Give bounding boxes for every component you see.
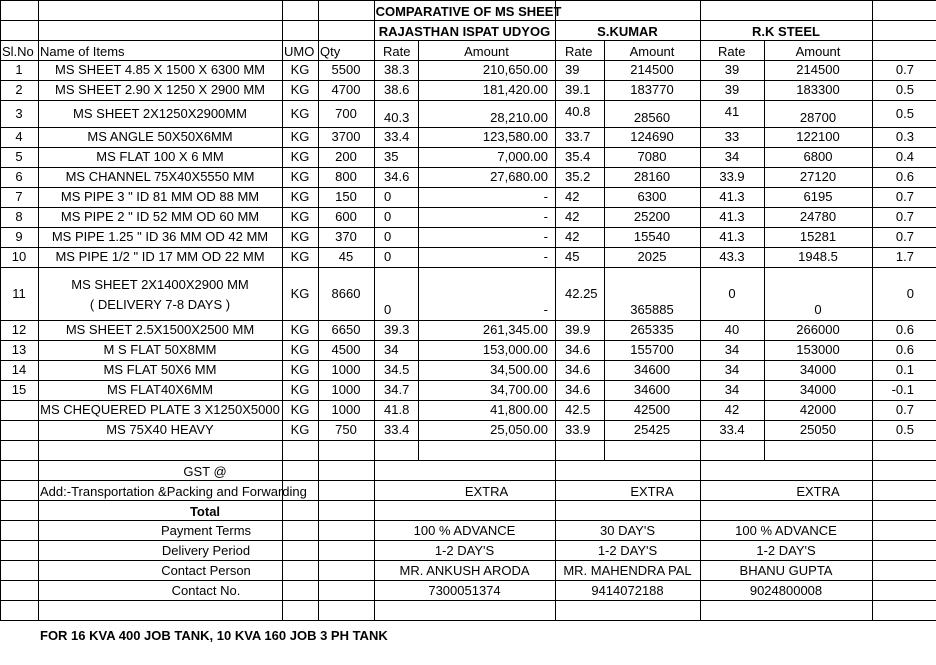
row-amount-1: - [543, 302, 548, 317]
row-rate-2: 34.6 [565, 362, 591, 377]
header-rate-3: Rate [718, 44, 746, 59]
row-item-name: MS FLAT40X6MM [107, 382, 213, 397]
row-rate-1: 0 [384, 209, 392, 224]
row-diff: 0.7 [895, 229, 914, 244]
row-item-name: MS FLAT 50X6 MM [103, 362, 217, 377]
row-umo: KG [290, 362, 310, 377]
sheet-title: COMPARATIVE OF MS SHEET [375, 4, 562, 19]
row-rate-2: 35.2 [565, 169, 591, 184]
grid-hline [0, 0, 936, 1]
row-qty: 4500 [331, 342, 361, 357]
row-amount-1: 34,700.00 [490, 382, 548, 397]
terms-label: Delivery Period [161, 543, 251, 558]
row-rate-3: 41.3 [719, 189, 745, 204]
header-name: Name of Items [40, 44, 125, 59]
grid-vline [872, 0, 873, 620]
row-item-name: MS PIPE 1/2 " ID 17 MM OD 22 MM [55, 249, 265, 264]
row-diff: 0.6 [895, 342, 914, 357]
grid-hline [0, 267, 936, 268]
row-amount-3: 214500 [796, 62, 840, 77]
grid-hline [0, 40, 936, 41]
header-rate-2: Rate [565, 44, 593, 59]
row-rate-3: 34 [724, 382, 740, 397]
row-item-name: MS SHEET 2X1250X2900MM [73, 106, 247, 121]
row-slno: 3 [15, 106, 23, 121]
row-umo: KG [290, 209, 310, 224]
grid-hline [0, 247, 936, 248]
row-amount-2: 34600 [633, 362, 671, 377]
row-amount-2: 42500 [633, 402, 671, 417]
row-diff: 0.3 [895, 129, 914, 144]
row-slno: 5 [15, 149, 23, 164]
terms-value-1: 1-2 DAY'S [434, 543, 495, 558]
terms-value-3: 9024800008 [749, 583, 823, 598]
row-umo: KG [290, 169, 310, 184]
grid-hline [0, 167, 936, 168]
row-qty: 45 [338, 249, 354, 264]
row-amount-2: 15540 [633, 229, 671, 244]
row-item-name: MS PIPE 2 " ID 52 MM OD 60 MM [60, 209, 260, 224]
row-slno: 14 [11, 362, 27, 377]
row-rate-2: 40.8 [565, 104, 591, 119]
row-slno: 4 [15, 129, 23, 144]
row-amount-1: 123,580.00 [482, 129, 548, 144]
row-amount-3: 0 [814, 302, 822, 317]
grid-hline [0, 20, 936, 21]
row-diff: 0.4 [895, 149, 914, 164]
row-qty: 200 [335, 149, 357, 164]
grid-hline [0, 380, 936, 381]
row-amount-2: 124690 [630, 129, 674, 144]
row-amount-1: 7,000.00 [497, 149, 548, 164]
row-slno: 10 [11, 249, 27, 264]
footer-note: FOR 16 KVA 400 JOB TANK, 10 KVA 160 JOB 3 PH TANK [40, 628, 388, 643]
transport-value-2: EXTRA [630, 484, 674, 499]
row-amount-3: 34000 [799, 362, 837, 377]
row-rate-3: 33.4 [719, 422, 745, 437]
terms-value-3: BHANU GUPTA [739, 563, 833, 578]
row-amount-2: 6300 [637, 189, 667, 204]
row-qty: 1000 [331, 402, 361, 417]
row-item-name: M S FLAT 50X8MM [103, 342, 217, 357]
row-rate-2: 39.1 [565, 82, 591, 97]
row-slno: 8 [15, 209, 23, 224]
terms-value-3: 100 % ADVANCE [735, 523, 837, 538]
grid-hline [0, 520, 936, 521]
row-amount-3: 153000 [796, 342, 840, 357]
row-amount-3: 28700 [799, 110, 837, 125]
row-umo: KG [290, 422, 310, 437]
row-amount-2: 28560 [633, 110, 671, 125]
row-slno: 15 [11, 382, 27, 397]
row-rate-3: 39 [724, 62, 740, 77]
row-amount-2: 7080 [637, 149, 667, 164]
row-rate-3: 33.9 [719, 169, 745, 184]
row-umo: KG [290, 106, 310, 121]
row-item-name: MS ANGLE 50X50X6MM [87, 129, 233, 144]
row-qty: 1000 [331, 362, 361, 377]
row-slno: 12 [11, 322, 27, 337]
grid-hline [0, 500, 936, 501]
row-rate-1: 34.5 [384, 362, 410, 377]
row-rate-2: 39.9 [565, 322, 591, 337]
row-rate-1: 33.4 [384, 129, 410, 144]
row-amount-3: 25050 [799, 422, 837, 437]
row-rate-1: 0 [384, 249, 392, 264]
header-rate-1: Rate [383, 44, 411, 59]
row-amount-3: 183300 [796, 82, 840, 97]
row-slno: 2 [15, 82, 23, 97]
row-rate-3: 33 [724, 129, 740, 144]
row-rate-3: 0 [728, 286, 736, 301]
grid-hline [0, 540, 936, 541]
header-qty: Qty [320, 44, 341, 59]
row-amount-1: - [543, 209, 548, 224]
grid-hline [0, 580, 936, 581]
row-rate-1: 0 [384, 229, 392, 244]
row-item-name: MS FLAT 100 X 6 MM [96, 149, 224, 164]
header-amount-3: Amount [795, 44, 841, 59]
row-amount-1: 27,680.00 [490, 169, 548, 184]
row-rate-2: 33.7 [565, 129, 591, 144]
row-rate-3: 40 [724, 322, 740, 337]
grid-hline [0, 480, 936, 481]
row-diff: 0.5 [895, 106, 914, 121]
row-qty: 150 [335, 189, 357, 204]
row-amount-1: 181,420.00 [482, 82, 548, 97]
row-item-name: MS CHANNEL 75X40X5550 MM [65, 169, 255, 184]
row-item-name: MS SHEET 2X1400X2900 MM [71, 277, 249, 292]
header-amount-1: Amount [464, 44, 509, 59]
row-qty: 6650 [331, 322, 361, 337]
header-slno: Sl.No [2, 44, 34, 59]
grid-hline [0, 600, 936, 601]
grid-hline [0, 560, 936, 561]
row-rate-3: 43.3 [719, 249, 745, 264]
row-diff: 0.5 [895, 82, 914, 97]
row-qty: 800 [335, 169, 357, 184]
row-amount-2: 2025 [637, 249, 667, 264]
row-amount-3: 6800 [803, 149, 833, 164]
row-rate-3: 42 [724, 402, 740, 417]
row-amount-1: 261,345.00 [482, 322, 548, 337]
terms-value-2: 1-2 DAY'S [597, 543, 658, 558]
row-amount-1: 153,000.00 [482, 342, 548, 357]
row-rate-2: 33.9 [565, 422, 591, 437]
row-umo: KG [290, 322, 310, 337]
row-amount-3: 122100 [796, 129, 840, 144]
grid-hline [0, 127, 936, 128]
row-amount-2: 25200 [633, 209, 671, 224]
row-item-name: MS 75X40 HEAVY [106, 422, 214, 437]
terms-value-1: MR. ANKUSH ARODA [399, 563, 530, 578]
row-rate-1: 40.3 [384, 110, 410, 125]
row-item-name: MS SHEET 4.85 X 1500 X 6300 MM [54, 62, 266, 77]
terms-label: Contact No. [171, 583, 241, 598]
row-amount-1: - [543, 229, 548, 244]
transport-value-1: EXTRA [464, 484, 509, 499]
row-diff: 0.1 [895, 362, 914, 377]
header-amount-2: Amount [629, 44, 675, 59]
grid-hline [0, 207, 936, 208]
row-slno: 6 [15, 169, 23, 184]
row-qty: 600 [335, 209, 357, 224]
row-slno: 1 [15, 62, 23, 77]
row-rate-1: 35 [384, 149, 399, 164]
row-rate-2: 35.4 [565, 149, 591, 164]
grid-hline [0, 227, 936, 228]
row-diff: 0.7 [895, 62, 914, 77]
row-umo: KG [290, 189, 310, 204]
row-rate-2: 42 [565, 209, 580, 224]
row-amount-3: 34000 [799, 382, 837, 397]
row-rate-1: 39.3 [384, 322, 410, 337]
row-amount-1: 210,650.00 [482, 62, 548, 77]
row-rate-3: 41.3 [719, 209, 745, 224]
row-amount-2: 265335 [630, 322, 674, 337]
row-rate-1: 41.8 [384, 402, 410, 417]
row-amount-3: 42000 [799, 402, 837, 417]
row-item-name: MS PIPE 1.25 " ID 36 MM OD 42 MM [51, 229, 269, 244]
row-umo: KG [290, 249, 310, 264]
supplier-3-name: R.K STEEL [752, 24, 820, 39]
row-item-name: MS SHEET 2.90 X 1250 X 2900 MM [54, 82, 266, 97]
terms-value-2: 9414072188 [591, 583, 664, 598]
row-amount-2: 25425 [633, 422, 671, 437]
grid-vline [0, 0, 1, 620]
row-rate-1: 38.3 [384, 62, 410, 77]
row-umo: KG [290, 82, 310, 97]
grid-hline [0, 400, 936, 401]
grid-hline [0, 147, 936, 148]
row-rate-3: 34 [724, 149, 740, 164]
terms-value-2: 30 DAY'S [600, 523, 655, 538]
terms-value-1: 7300051374 [428, 583, 501, 598]
grid-hline [0, 80, 936, 81]
row-diff: 0.5 [895, 422, 914, 437]
row-amount-3: 15281 [799, 229, 837, 244]
row-rate-1: 34.6 [384, 169, 410, 184]
row-slno: 11 [12, 286, 26, 301]
row-rate-1: 38.6 [384, 82, 410, 97]
grid-hline [0, 440, 936, 441]
row-item-name: MS PIPE 3 " ID 81 MM OD 88 MM [60, 189, 260, 204]
row-amount-2: 28160 [633, 169, 671, 184]
header-umo: UMO [284, 44, 315, 59]
row-rate-1: 34.7 [384, 382, 410, 397]
supplier-2-name: S.KUMAR [597, 24, 658, 39]
row-umo: KG [290, 402, 310, 417]
grid-hline [0, 340, 936, 341]
row-amount-3: 27120 [799, 169, 837, 184]
row-qty: 4700 [331, 82, 361, 97]
row-diff: -0.1 [891, 382, 914, 397]
total-label: Total [189, 504, 221, 519]
row-umo: KG [290, 149, 310, 164]
row-umo: KG [290, 382, 310, 397]
row-amount-1: 41,800.00 [490, 402, 548, 417]
row-rate-1: 0 [384, 302, 392, 317]
grid-hline [0, 187, 936, 188]
supplier-1-name: RAJASTHAN ISPAT UDYOG [378, 24, 551, 39]
row-qty: 8660 [331, 286, 361, 301]
row-amount-1: - [543, 189, 548, 204]
row-amount-2: 365885 [630, 302, 674, 317]
grid-hline [0, 100, 936, 101]
row-item-name: MS SHEET 2.5X1500X2500 MM [65, 322, 255, 337]
row-diff: 0.7 [895, 189, 914, 204]
row-amount-3: 266000 [796, 322, 840, 337]
row-diff: 0.6 [895, 169, 914, 184]
row-qty: 370 [335, 229, 357, 244]
row-umo: KG [290, 286, 310, 301]
row-umo: KG [290, 229, 310, 244]
row-diff: 0.7 [895, 209, 914, 224]
row-rate-3: 41 [724, 104, 740, 119]
row-amount-3: 24780 [799, 209, 837, 224]
row-amount-2: 214500 [630, 62, 674, 77]
row-rate-1: 34 [384, 342, 399, 357]
row-rate-2: 42.5 [565, 402, 591, 417]
row-rate-2: 42 [565, 229, 580, 244]
row-rate-3: 39 [724, 82, 740, 97]
row-qty: 1000 [331, 382, 361, 397]
grid-hline [0, 460, 936, 461]
transport-label: Add:-Transportation &Packing and Forwarding [40, 484, 307, 499]
terms-label: Payment Terms [160, 523, 252, 538]
terms-value-2: MR. MAHENDRA PAL [563, 563, 692, 578]
row-diff: 0.6 [895, 322, 914, 337]
row-qty: 750 [335, 422, 357, 437]
row-amount-1: 28,210.00 [490, 110, 548, 125]
row-amount-1: 34,500.00 [490, 362, 548, 377]
row-item-name-note: ( DELIVERY 7-8 DAYS ) [89, 297, 231, 312]
row-rate-2: 45 [565, 249, 580, 264]
grid-hline [0, 620, 936, 621]
row-amount-2: 183770 [630, 82, 674, 97]
row-rate-2: 34.6 [565, 342, 591, 357]
row-item-name: MS CHEQUERED PLATE 3 X1250X5000 [40, 402, 280, 417]
row-qty: 5500 [331, 62, 361, 77]
terms-label: Contact Person [161, 563, 251, 578]
row-amount-1: 25,050.00 [490, 422, 548, 437]
row-rate-2: 42 [565, 189, 580, 204]
row-qty: 3700 [331, 129, 361, 144]
row-slno: 13 [11, 342, 27, 357]
grid-hline [0, 420, 936, 421]
terms-value-1: 100 % ADVANCE [413, 523, 516, 538]
gst-label: GST @ [183, 464, 227, 479]
row-amount-3: 1948.5 [798, 249, 838, 264]
grid-hline [0, 60, 936, 61]
row-diff: 0.7 [895, 402, 914, 417]
row-amount-3: 6195 [803, 189, 833, 204]
row-diff: 0 [906, 286, 914, 301]
row-rate-3: 34 [724, 342, 740, 357]
row-rate-2: 42.25 [565, 286, 598, 301]
terms-value-3: 1-2 DAY'S [756, 543, 816, 558]
row-umo: KG [290, 62, 310, 77]
row-umo: KG [290, 342, 310, 357]
row-amount-2: 155700 [630, 342, 674, 357]
row-slno: 7 [15, 189, 23, 204]
row-rate-1: 0 [384, 189, 392, 204]
row-rate-3: 41.3 [719, 229, 745, 244]
row-diff: 1.7 [895, 249, 914, 264]
row-rate-3: 34 [724, 362, 740, 377]
row-rate-2: 39 [565, 62, 580, 77]
row-slno: 9 [15, 229, 23, 244]
row-umo: KG [290, 129, 310, 144]
row-amount-2: 34600 [633, 382, 671, 397]
grid-hline [0, 320, 936, 321]
row-amount-1: - [543, 249, 548, 264]
transport-value-3: EXTRA [796, 484, 840, 499]
grid-vline [418, 40, 419, 460]
row-rate-2: 34.6 [565, 382, 591, 397]
row-rate-1: 33.4 [384, 422, 410, 437]
row-qty: 700 [335, 106, 357, 121]
grid-hline [0, 360, 936, 361]
